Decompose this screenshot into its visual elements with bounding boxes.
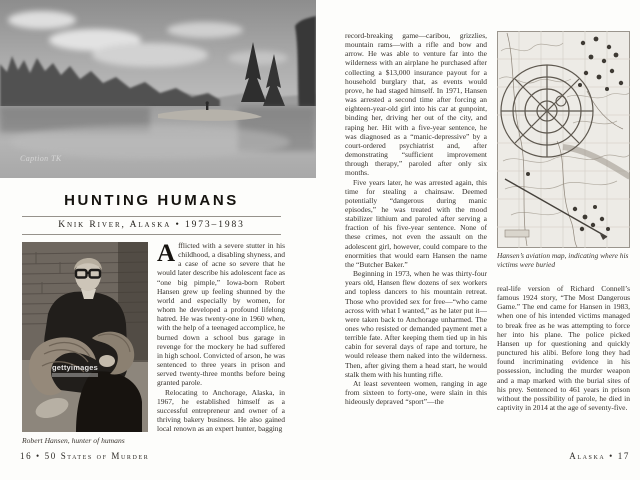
river-photo — [0, 0, 316, 178]
body-column-left-page — [157, 241, 285, 449]
body-column-right-page-2 — [497, 284, 630, 431]
paragraph: Beginning in 1973, when he was thirty-four years old, Hansen flew dozens of sex workers and topless dancers to his mountain retreat. Those who provided sex for free—“who came across with what I wanted,” as he later put it—were taken back to Anchorage unharmed. The ones who resisted or demanded payment met a terrible fate. After keeping them tied up in his cabin for several days of rape and torture, he would release them naked into the wilderness. Then, after giving them a head start, he would stalk them with his hunting rifle. — [345, 269, 487, 379]
aviation-map-image — [497, 31, 630, 248]
portrait-photo — [22, 242, 148, 432]
folio-left: 16 • 50 States of Murder — [20, 451, 150, 461]
river-photo-image — [0, 0, 316, 178]
body-column-right-page-1 — [345, 31, 487, 441]
hero-photo-caption: Caption TK — [20, 154, 62, 163]
folio-right: Alaska • 17 — [569, 451, 630, 461]
aviation-map-photo — [497, 31, 630, 248]
map-caption: Hansen’s aviation map, indicating where his victims were buried — [497, 251, 629, 269]
chapter-subtitle-band — [22, 216, 281, 235]
paragraph: At least seventeen women, ranging in age from sixteen to forty-one, were slain in this hideously depraved “sport”—the — [345, 378, 487, 407]
chapter-subtitle: Knik River, Alaska • 1973–1983 — [58, 220, 245, 230]
gettyimages-watermark: gettyimages — [52, 363, 98, 377]
portrait-photo-image — [22, 242, 148, 432]
chapter-title: HUNTING HUMANS — [64, 192, 239, 209]
paragraph: real-life version of Richard Connell’s famous 1924 story, “The Most Dangerous Game.” The end came for Hansen in 1983, when one of his intended victims managed to break free as he was attempting to force her into his plane. The police picked Hansen up for questioning and quickly punctured his alibi. Before long they had found incriminating evidence in his possession, including the murder weapon and a map marked with the burial sites of his prey. Sentenced to 461 years in prison without the possibility of parole, he died in captivity in 2014 at the age of seventy-five. — [497, 284, 630, 413]
paragraph: Five years later, he was arrested again, this time for stealing a chainsaw. Deemed potentially “dangerous during manic episodes,” he was treated with the mood stabilizer lithium and paroled after serving a fraction of his five-year sentence. None of these crimes, not even the assault on the adolescent girl, however, could compare to the enormities that would earn Hansen the name the “Butcher Baker.” — [345, 177, 487, 269]
portrait-caption: Robert Hansen, hunter of humans — [22, 436, 125, 445]
paragraph: record-breaking game—caribou, grizzlies, mountain rams—with a rifle and bow and arrow. He was able to venture far into the wilderness with an airplane he purchased after collecting a $13,000 insurance payout for a household burglary that, as events would prove, he had staged himself. In 1971, Hansen was arrested a second time after forcing an eighteen-year-old girl into his car at gunpoint, binding her, driving her out of the city, and raping her. Hit with a five-year sentence, he was diagnosed as a “manic-depressive” by a court-ordered psychiatrist and, after demonstrating “sufficient improvement through therapy,” paroled after only six months. — [345, 31, 487, 178]
paragraph-text: fflicted with a severe stutter in his childhood, a disabling shyness, and a case of acne so severe that he would later describe his adolescent face as “one big pimple,” Iowa-born Robert Hansen grew up feeling shunned by the world and especially by women, for whom he developed a profound lifelong hatred. He was twenty-one in 1960 when, with the help of a teenaged accomplice, he burned down a school bus garage in revenge for the mockery he had suffered in high school. Convicted of arson, he was sentenced to three years in prison and served twenty-three months before being granted parole. — [157, 241, 285, 388]
paragraph-first — [157, 241, 285, 388]
drop-cap: A — [157, 241, 176, 267]
paragraph: Relocating to Anchorage, Alaska, in 1967, he established himself as a successful entrepreneur and owner of a thriving bakery business. He also gained local renown as an expert hunter, bagging — [157, 387, 285, 434]
